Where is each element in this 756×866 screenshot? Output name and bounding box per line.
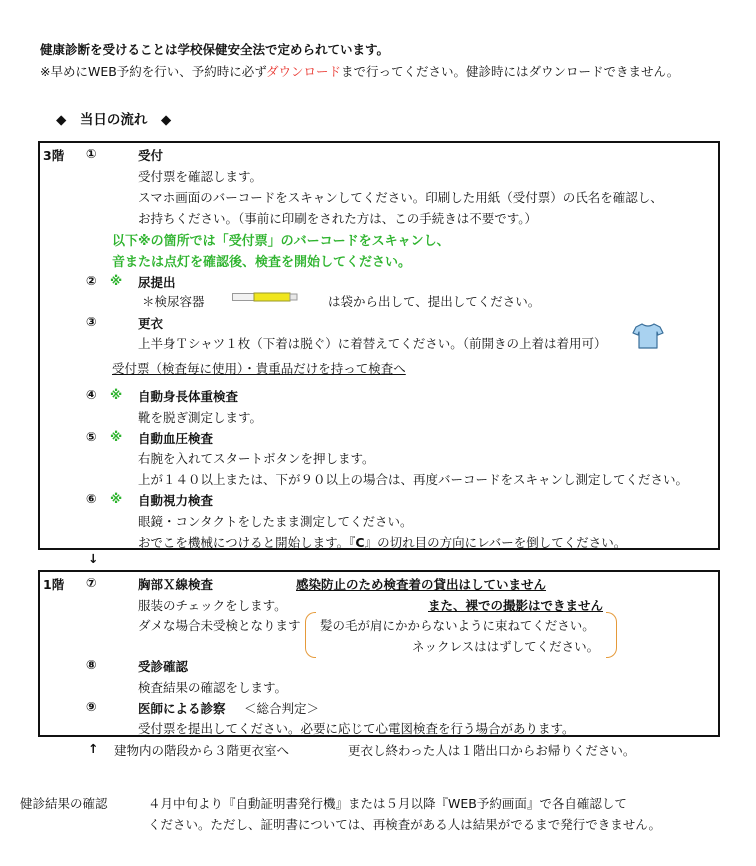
step2-num: ② (86, 273, 97, 288)
step1-line1: 受付票を確認します。 (138, 169, 263, 184)
tshirt-icon (632, 322, 664, 353)
up-arrow-icon: ↑ (88, 741, 99, 756)
step6-title: 自動視力検査 (138, 493, 214, 508)
step7-brace-line2: ネックレスははずしてください。 (412, 639, 600, 654)
step6-line1: 眼鏡・コンタクトをしたまま測定してください。 (138, 514, 413, 529)
step9-title: 医師による診察 (138, 701, 226, 716)
step3-title: 更衣 (138, 316, 164, 331)
step7-line2: ダメな場合未受検となります (138, 618, 301, 633)
step4-mark: ※ (110, 387, 123, 402)
floor3-label: 3階 (43, 148, 65, 163)
step5-num: ⑤ (86, 429, 97, 444)
left-brace (305, 612, 316, 658)
floor1-label: 1階 (43, 577, 65, 592)
download-highlight: ダウンロード (265, 64, 341, 79)
results-line1: ４月中旬より『自動証明書発行機』または５月以降『WEB予約画面』で各自確認して (148, 796, 627, 811)
step7-note2: また、裸での撮影はできません (428, 598, 604, 613)
step4-line1: 靴を脱ぎ測定します。 (138, 410, 263, 425)
step7-brace-line1: 髪の毛が肩にかからないように束ねてください。 (320, 618, 595, 633)
step7-num: ⑦ (86, 575, 97, 590)
intro-note: ※早めにWEB予約を行い、予約時に必ずダウンロードまで行ってください。健診時にはダウンロードできません。 (40, 64, 680, 79)
step7-line1: 服装のチェックをします。 (138, 598, 287, 613)
step9-line1: 受付票を提出してください。必要に応じて心電図検査を行う場合があります。 (138, 721, 575, 736)
section-title: ◆ 当日の流れ ◆ (56, 112, 172, 128)
step2-title: 尿提出 (138, 275, 176, 290)
step1-line3: お持ちください。（事前に印刷をされた方は、この手続きは不要です。） (138, 211, 538, 226)
step8-num: ⑧ (86, 657, 97, 672)
step3-line2: 受付票（検査毎に使用）・貴重品だけを持って検査へ (112, 361, 406, 376)
step9-num: ⑨ (86, 699, 97, 714)
step8-line1: 検査結果の確認をします。 (138, 680, 288, 695)
step7-title: 胸部Ｘ線検査 (138, 577, 214, 592)
down-arrow-icon: ↓ (88, 551, 99, 566)
step1-line2: スマホ画面のバーコードをスキャンしてください。印刷した用紙（受付票）の氏名を確認し、 (138, 190, 663, 205)
step7-note1: 感染防止のため検査着の貸出はしていません (296, 577, 547, 592)
results-label: 健診結果の確認 (20, 796, 108, 811)
step2-line1-post: は袋から出して、提出してください。 (328, 294, 541, 309)
step8-title: 受診確認 (138, 659, 189, 674)
scan-instruction-2: 音または点灯を確認後、検査を開始してください。 (112, 255, 412, 270)
urine-container-icon (232, 291, 298, 306)
step1-title: 受付 (138, 148, 164, 163)
right-brace (606, 612, 617, 658)
step4-num: ④ (86, 387, 97, 402)
step5-line1: 右腕を入れてスタートボタンを押します。 (138, 451, 375, 466)
stairs-instruction: 建物内の階段から３階更衣室へ (114, 743, 290, 758)
step6-mark: ※ (110, 491, 123, 506)
scan-instruction-1: 以下※の箇所では「受付票」のバーコードをスキャンし、 (112, 234, 450, 249)
results-line2: ください。ただし、証明書については、再検査がある人は結果がでるまで発行できません。 (148, 817, 662, 832)
step2-line1-pre: ＊検尿容器 (142, 294, 205, 309)
step9-sub: ＜総合判定＞ (244, 701, 320, 716)
step6-line2: おでこを機械につけると開始します。『C』の切れ目の方向にレバーを倒してください。 (138, 535, 627, 550)
step6-num: ⑥ (86, 491, 97, 506)
step2-mark: ※ (110, 273, 123, 288)
step5-line2: 上が１４０以上または、下が９０以上の場合は、再度バーコードをスキャンし測定してください。 (138, 472, 689, 487)
step5-title: 自動血圧検査 (138, 431, 214, 446)
step5-mark: ※ (110, 429, 123, 444)
step4-title: 自動身長体重検査 (138, 389, 239, 404)
step1-num: ① (86, 146, 97, 161)
step3-num: ③ (86, 314, 97, 329)
exit-instruction: 更衣し終わった人は１階出口からお帰りください。 (348, 743, 636, 758)
intro-heading: 健康診断を受けることは学校保健安全法で定められています。 (40, 42, 390, 57)
step3-line1: 上半身Ｔシャツ１枚（下着は脱ぐ）に着替えてください。（前開きの上着は着用可） (138, 336, 607, 351)
